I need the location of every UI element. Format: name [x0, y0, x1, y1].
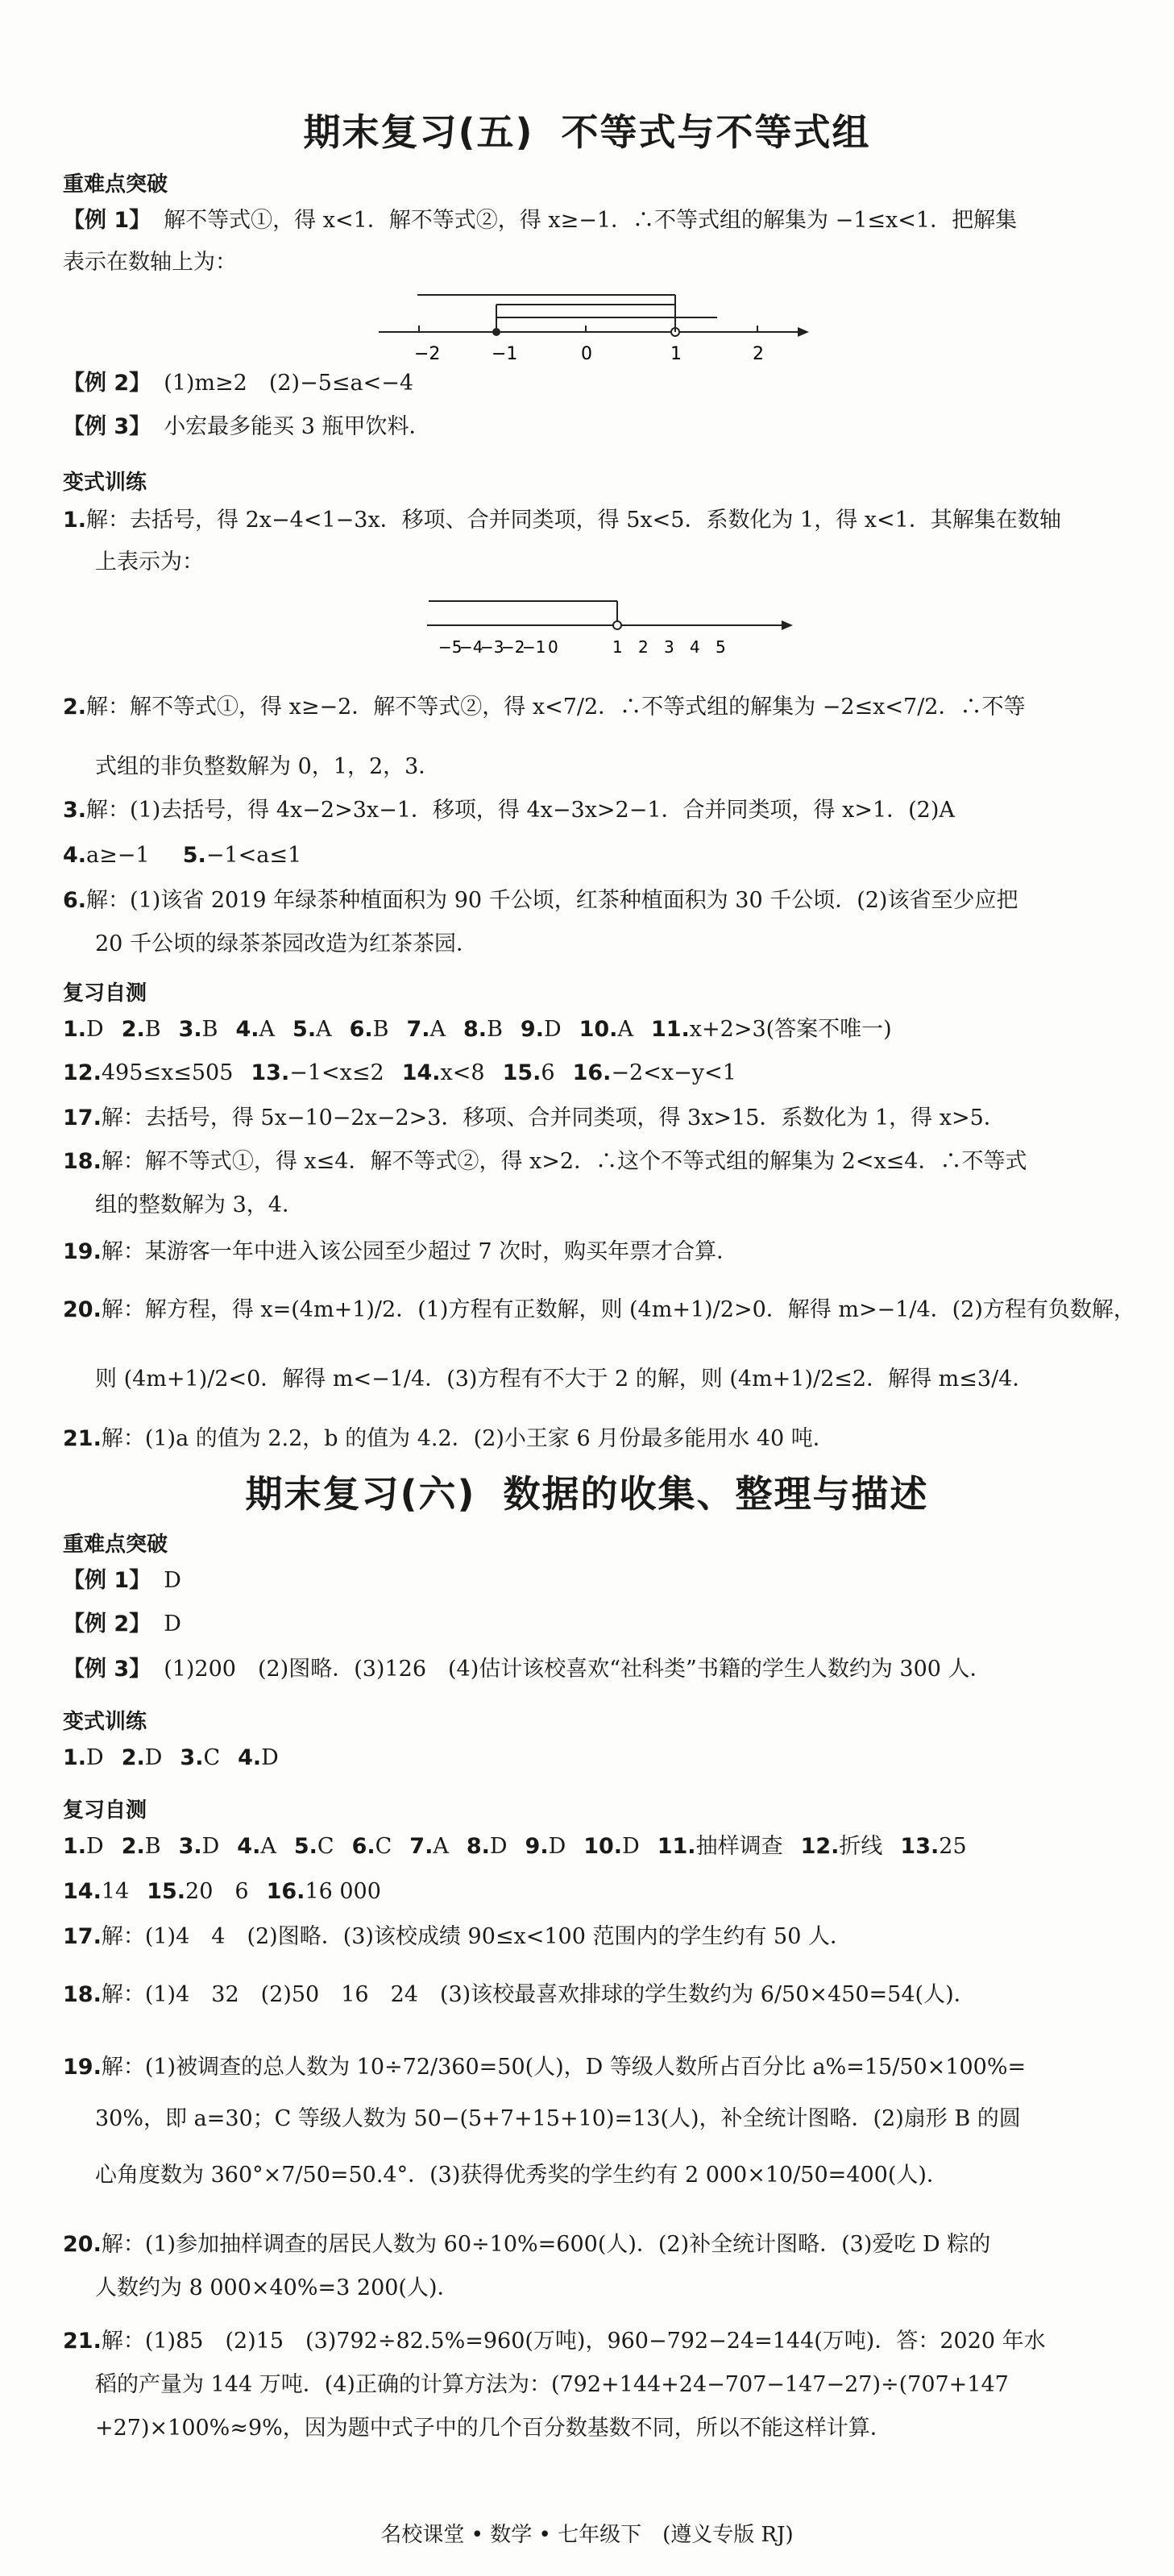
question-number: 13.	[900, 1834, 940, 1859]
question-number: 13.	[251, 1060, 290, 1085]
self-test-21-cont-1: 稻的产量为 144 万吨．(4)正确的计算方法为：(792+144+24−707−147−27)÷(707+147	[95, 2372, 1009, 2397]
tick-label: 1	[670, 344, 682, 364]
answer-item	[122, 1745, 163, 1770]
variant-1-cont: 上表示为：	[95, 550, 204, 575]
tick-label: 2	[638, 637, 649, 657]
question-number: 11.	[657, 1834, 696, 1859]
question-number: 6.	[351, 1834, 375, 1859]
heading-variant-training: 变式训练	[63, 471, 147, 495]
self-test-20: 20.解：(1)参加抽样调查的居民人数为 60÷10%=600(人)．(2)补全统计图略．(3)爱吃 D 粽的	[63, 2232, 991, 2257]
answer-value: D	[548, 1834, 566, 1859]
question-number: 1.	[63, 1745, 87, 1770]
self-test-18-cont: 组的整数解为 3，4．	[95, 1193, 304, 1217]
answer-value: A	[259, 1017, 276, 1042]
tick-label: −2	[501, 637, 525, 657]
self-test-row-1	[63, 1834, 1110, 1860]
self-test-19: 19.解：(1)被调查的总人数为 10÷72/360=50(人)，D 等级人数所占百分比 a%=15/50×100%=	[63, 2055, 1027, 2080]
question-number: 3.	[178, 1834, 202, 1859]
question-number: 12.	[800, 1834, 840, 1859]
answer-item	[63, 1834, 104, 1859]
question-number: 9.	[520, 1017, 544, 1042]
answer-item	[292, 1017, 332, 1042]
question-number: 16.	[572, 1060, 612, 1085]
answer-item	[294, 1834, 334, 1859]
answer-item	[122, 1017, 161, 1042]
variant-3: 3.解：(1)去括号，得 4x−2>3x−1．移项，得 4x−3x>2−1．合并同类项，得 x>1．(2)A	[63, 798, 955, 823]
self-test-20-cont: 人数约为 8 000×40%=3 200(人)．	[95, 2275, 459, 2300]
variant-1: 1.解：去括号，得 2x−4<1−3x．移项、合并同类项，得 5x<5．系数化为 1，得 x<1．其解集在数轴	[63, 508, 1061, 533]
number-line-2	[427, 588, 798, 661]
section-topic: 不等式与不等式组	[561, 110, 871, 154]
example-2: 【例 2】 (1)m≥2 (2)−5≤a<−4	[63, 371, 414, 396]
self-test-21: 21.解：(1)a 的值为 2.2，b 的值为 4.2．(2)小王家 6 月份最多能用水 40 吨．	[63, 1426, 835, 1451]
question-number: 4.	[237, 1834, 261, 1859]
answer-value: 抽样调查	[695, 1834, 783, 1859]
question-number: 7.	[409, 1834, 434, 1859]
answer-item	[63, 1879, 129, 1904]
heading-key-points: 重难点突破	[63, 172, 168, 197]
question-number: 6.	[349, 1017, 373, 1042]
answer-item	[180, 1745, 220, 1770]
answer-item	[147, 1879, 248, 1904]
answer-item	[573, 1060, 736, 1085]
tick-label: −1	[522, 637, 546, 657]
answer-item	[63, 1060, 233, 1085]
answer-value: D	[86, 1834, 104, 1859]
question-number: 15.	[147, 1879, 186, 1904]
self-test-17: 17.解：去括号，得 5x−10−2x−2>3．移项、合并同类项，得 3x>15．系数化为 1，得 x>5．	[63, 1105, 1006, 1130]
variant-row	[63, 1745, 1110, 1771]
answer-value: 6	[541, 1060, 555, 1085]
tick-label: 4	[690, 637, 700, 657]
self-test-row-1	[63, 1017, 1110, 1043]
example-3: 【例 3】 (1)200 (2)图略．(3)126 (4)估计该校喜欢“社科类”书籍的学生人数约为 300 人．	[63, 1657, 992, 1682]
answer-item	[63, 1745, 104, 1770]
answer-item	[463, 1017, 503, 1042]
tick-label: −3	[480, 637, 504, 657]
tick-label: 1	[612, 637, 623, 657]
question-number: 2.	[121, 1834, 145, 1859]
answer-item	[179, 1834, 220, 1859]
self-test-20-cont: 则 (4m+1)/2<0．解得 m<−1/4．(3)方程有不大于 2 的解，则 (4m+1)/2≤2．解得 m≤3/4．	[95, 1367, 1035, 1392]
answer-item	[122, 1834, 161, 1859]
answer-item	[237, 1834, 276, 1859]
tick-label: −5	[438, 637, 463, 657]
number-line-1	[379, 290, 814, 371]
answer-item	[900, 1834, 966, 1859]
self-test-17: 17.解：(1)4 4 (2)图略．(3)该校成绩 90≤x<100 范围内的学生约有 50 人．	[63, 1924, 852, 1949]
answer-value: C	[203, 1745, 221, 1770]
answer-item	[352, 1834, 392, 1859]
answer-value: A	[316, 1017, 332, 1042]
self-test-18: 18.解：解不等式①，得 x≤4．解不等式②，得 x>2．∴这个不等式组的解集为 2<x≤4．∴不等式	[63, 1149, 1027, 1174]
answer-value: 14	[101, 1879, 130, 1904]
answer-value: −2<x−y<1	[611, 1060, 736, 1085]
question-number: 5.	[293, 1834, 317, 1859]
question-number: 3.	[180, 1745, 204, 1770]
variant-2: 2.解：解不等式①，得 x≥−2．解不等式②，得 x<7/2．∴不等式组的解集为 −2≤x<7/2．∴不等	[63, 695, 1026, 720]
self-test-19-cont-1: 30%，即 a=30；C 等级人数为 50−(5+7+15+10)=13(人)，补全统计图略．(2)扇形 B 的圆	[95, 2106, 1021, 2131]
section-number: 期末复习(五)	[303, 110, 534, 154]
answer-value: D	[144, 1745, 163, 1770]
answer-item	[521, 1017, 562, 1042]
answer-value: D	[261, 1745, 279, 1770]
answer-value: 25	[939, 1834, 967, 1859]
tick-label: −1	[492, 344, 518, 364]
section-title-6	[0, 1465, 1174, 1518]
self-test-19-cont-2: 心角度数为 360°×7/50=50.4°．(3)获得优秀奖的学生约有 2 000×10/50=400(人)．	[95, 2163, 948, 2188]
number-line-2-ticks	[438, 637, 726, 657]
question-number: 10.	[583, 1834, 623, 1859]
section-topic: 数据的收集、整理与描述	[503, 1472, 929, 1516]
section-title-5	[0, 103, 1174, 156]
question-number: 14.	[401, 1060, 441, 1085]
tick-label: 0	[548, 637, 558, 657]
answer-value: B	[144, 1017, 161, 1042]
answer-value: A	[429, 1017, 446, 1042]
answer-value: D	[86, 1745, 104, 1770]
answer-item	[402, 1060, 485, 1085]
answer-item	[179, 1017, 218, 1042]
answer-item	[251, 1060, 384, 1085]
question-number: 2.	[121, 1017, 145, 1042]
question-number: 8.	[466, 1834, 490, 1859]
self-test-21: 21.解：(1)85 (2)15 (3)792÷82.5%=960(万吨)，960−792−24=144(万吨)．答：2020 年水	[63, 2329, 1046, 2354]
heading-variant-training: 变式训练	[63, 1710, 147, 1734]
answer-item	[658, 1834, 783, 1859]
answer-value: C	[317, 1834, 334, 1859]
question-number: 4.	[238, 1745, 262, 1770]
answer-value: D	[201, 1834, 220, 1859]
self-test-19: 19.解：某游客一年中进入该公园至少超过 7 次时，购买年票才合算．	[63, 1239, 739, 1264]
answer-item	[406, 1017, 446, 1042]
answer-item	[651, 1017, 892, 1042]
answer-value: B	[372, 1017, 389, 1042]
answer-value: B	[144, 1834, 161, 1859]
answer-item	[467, 1834, 508, 1859]
tick-label: 5	[716, 637, 726, 657]
answer-value: 495≤x≤505	[101, 1060, 234, 1085]
question-number: 4.	[235, 1017, 259, 1042]
answer-value: D	[86, 1017, 104, 1042]
section-number: 期末复习(六)	[245, 1472, 476, 1516]
question-number: 9.	[525, 1834, 549, 1859]
answer-value: 20 6	[185, 1879, 249, 1904]
tick-label: 0	[581, 344, 592, 364]
answer-value: D	[543, 1017, 562, 1042]
self-test-21-cont-2: +27)×100%≈9%，因为题中式子中的几个百分数基数不同，所以不能这样计算．	[95, 2416, 892, 2441]
answer-item	[235, 1017, 275, 1042]
page-footer: 名校课堂 • 数学 • 七年级下 (遵义专版 RJ)	[380, 2523, 794, 2547]
answer-value: 折线	[839, 1834, 883, 1859]
answer-item	[801, 1834, 883, 1859]
answer-value: x+2>3(答案不唯一)	[689, 1017, 892, 1042]
self-test-18: 18.解：(1)4 32 (2)50 16 24 (3)该校最喜欢排球的学生数约为 6/50×450=54(人)．	[63, 1982, 976, 2007]
self-test-row-2	[63, 1879, 1110, 1905]
variant-2-cont: 式组的非负整数解为 0，1，2，3．	[95, 754, 441, 779]
answer-item	[63, 1017, 104, 1042]
variant-6: 6.解：(1)该省 2019 年绿茶种植面积为 90 千公顷，红茶种植面积为 30 千公顷．(2)该省至少应把	[63, 888, 1018, 913]
tick-label: −2	[414, 344, 441, 364]
answer-item	[238, 1745, 279, 1770]
question-number: 5.	[292, 1017, 317, 1042]
tick-label: 2	[753, 344, 764, 364]
answer-item	[525, 1834, 566, 1859]
example-1: 【例 1】 D	[63, 1568, 181, 1593]
self-test-20: 20.解：解方程，得 x=(4m+1)/2．(1)方程有正数解，则 (4m+1)/2>0．解得 m>−1/4．(2)方程有负数解，	[63, 1297, 1135, 1322]
question-number: 3.	[178, 1017, 202, 1042]
question-number: 8.	[463, 1017, 487, 1042]
answer-value: B	[487, 1017, 503, 1042]
example-2: 【例 2】 D	[63, 1612, 181, 1636]
question-number: 1.	[63, 1834, 87, 1859]
answer-item	[409, 1834, 449, 1859]
question-number: 11.	[650, 1017, 690, 1042]
answer-value: D	[622, 1834, 640, 1859]
heading-self-test: 复习自测	[63, 981, 147, 1006]
question-number: 14.	[63, 1879, 102, 1904]
example-3: 【例 3】 小宏最多能买 3 瓶甲饮料．	[63, 414, 431, 439]
example-1: 【例 1】 解不等式①，得 x<1．解不等式②，得 x≥−1．∴不等式组的解集为 −1≤x<1．把解集	[63, 208, 1018, 233]
question-number: 15.	[502, 1060, 541, 1085]
question-number: 12.	[63, 1060, 102, 1085]
answer-value: 16 000	[305, 1879, 381, 1904]
answer-item	[503, 1060, 555, 1085]
answer-value: B	[201, 1017, 218, 1042]
answer-value: D	[489, 1834, 508, 1859]
question-number: 10.	[579, 1017, 618, 1042]
heading-key-points: 重难点突破	[63, 1533, 168, 1557]
answer-value: −1<x≤2	[289, 1060, 384, 1085]
answer-value: A	[617, 1017, 633, 1042]
self-test-row-2	[63, 1060, 1110, 1086]
answer-value: C	[375, 1834, 392, 1859]
variant-4-5: 4.a≥−1 5.−1<a≤1	[63, 843, 302, 868]
example-1-cont: 表示在数轴上为：	[63, 250, 237, 275]
answer-value: x<8	[440, 1060, 485, 1085]
variant-6-cont: 20 千公顷的绿茶茶园改造为红茶茶园．	[95, 931, 478, 956]
question-number: 1.	[63, 1017, 87, 1042]
question-number: 16.	[266, 1879, 305, 1904]
heading-self-test: 复习自测	[63, 1798, 147, 1823]
answer-value: A	[260, 1834, 276, 1859]
answer-item	[350, 1017, 389, 1042]
answer-item	[267, 1879, 381, 1904]
question-number: 2.	[121, 1745, 145, 1770]
answer-item	[583, 1834, 640, 1859]
tick-label: 3	[664, 637, 674, 657]
question-number: 7.	[406, 1017, 430, 1042]
tick-label: −4	[459, 637, 483, 657]
answer-item	[579, 1017, 633, 1042]
answer-value: A	[433, 1834, 449, 1859]
